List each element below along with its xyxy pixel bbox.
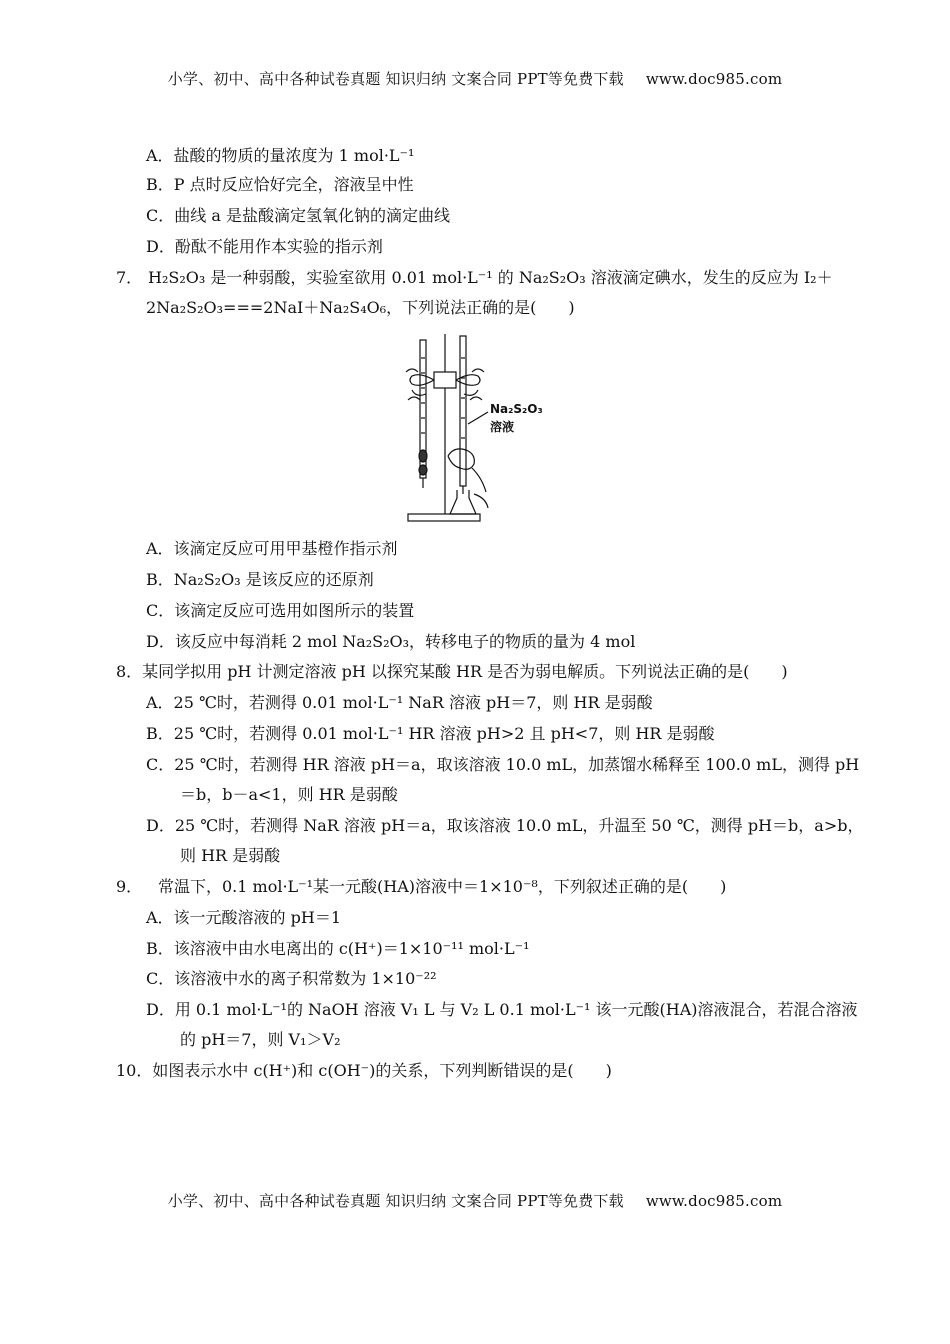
q9-option-b: B．该溶液中由水电离出的 c(H⁺)＝1×10⁻¹¹ mol·L⁻¹ [146,939,530,958]
page-footer [0,1190,950,1211]
q9-option-d-line2: 的 pH＝7，则 V₁＞V₂ [180,1030,341,1049]
q10-stem: 10．如图表示水中 c(H⁺)和 c(OH⁻)的关系，下列判断错误的是( ) [116,1061,612,1080]
q8-option-a: A．25 ℃时，若测得 0.01 mol·L⁻¹ NaR 溶液 pH＝7，则 HR 是弱酸 [146,693,653,712]
q8-stem: 8．某同学拟用 pH 计测定溶液 pH 以探究某酸 HR 是否为弱电解质。下列说法正确的是( ) [116,662,788,681]
q6-option-d: D．酚酞不能用作本实验的指示剂 [146,237,383,256]
figure-label-solution: 溶液 [490,420,515,434]
header-text: 小学、初中、高中各种试卷真题 知识归纳 文案合同 PPT等免费下载 [167,70,624,88]
titration-apparatus-drawing [390,328,560,524]
q8-option-c-line1: C．25 ℃时，若测得 HR 溶液 pH＝a，取该溶液 10.0 mL，加蒸馏水稀释至 100.0 mL，测得 pH [146,755,860,774]
figure-label-na2s2o3: Na₂S₂O₃ [490,402,543,416]
q7-option-b: B．Na₂S₂O₃ 是该反应的还原剂 [146,570,374,589]
q6-option-a: A．盐酸的物质的量浓度为 1 mol·L⁻¹ [146,146,415,165]
q7-stem-line1: H₂S₂O₃ 是一种弱酸，实验室欲用 0.01 mol·L⁻¹ 的 Na₂S₂O₃ 溶液滴定碘水，发生的反应为 I₂＋ [148,268,833,287]
q9-stem: 常温下，0.1 mol·L⁻¹某一元酸(HA)溶液中＝1×10⁻⁸，下列叙述正确的是( ) [158,877,727,896]
q6-option-c: C．曲线 a 是盐酸滴定氢氧化钠的滴定曲线 [146,206,450,225]
q6-option-b: B．P 点时反应恰好完全，溶液呈中性 [146,175,414,194]
page-header [0,68,950,89]
footer-text: 小学、初中、高中各种试卷真题 知识归纳 文案合同 PPT等免费下载 [167,1192,624,1210]
q9-option-a: A．该一元酸溶液的 pH＝1 [146,908,342,927]
q7-stem-line2: 2Na₂S₂O₃===2NaI＋Na₂S₄O₆，下列说法正确的是( ) [146,298,575,317]
q9-number: 9． [116,877,143,896]
q8-option-d-line1: D．25 ℃时，若测得 NaR 溶液 pH＝a，取该溶液 10.0 mL，升温至 50 ℃，测得 pH＝b，a>b， [146,816,864,835]
q9-option-d-line1: D．用 0.1 mol·L⁻¹的 NaOH 溶液 V₁ L 与 V₂ L 0.1 mol·L⁻¹ 该一元酸(HA)溶液混合，若混合溶液 [146,1000,858,1019]
titration-apparatus-figure [390,328,560,524]
q7-option-c: C．该滴定反应可选用如图所示的装置 [146,601,415,620]
header-url[interactable]: www.doc985.com [645,70,783,88]
q8-option-b: B．25 ℃时，若测得 0.01 mol·L⁻¹ HR 溶液 pH>2 且 pH<7，则 HR 是弱酸 [146,724,715,743]
q7-option-a: A．该滴定反应可用甲基橙作指示剂 [146,539,398,558]
q8-option-d-line2: 则 HR 是弱酸 [180,846,281,865]
q7-option-d: D．该反应中每消耗 2 mol Na₂S₂O₃，转移电子的物质的量为 4 mol [146,632,636,651]
q8-option-c-line2: ＝b，b－a<1，则 HR 是弱酸 [180,785,398,804]
footer-url[interactable]: www.doc985.com [645,1192,783,1210]
q9-option-c: C．该溶液中水的离子积常数为 1×10⁻²² [146,969,437,988]
q7-number: 7． [116,268,143,287]
